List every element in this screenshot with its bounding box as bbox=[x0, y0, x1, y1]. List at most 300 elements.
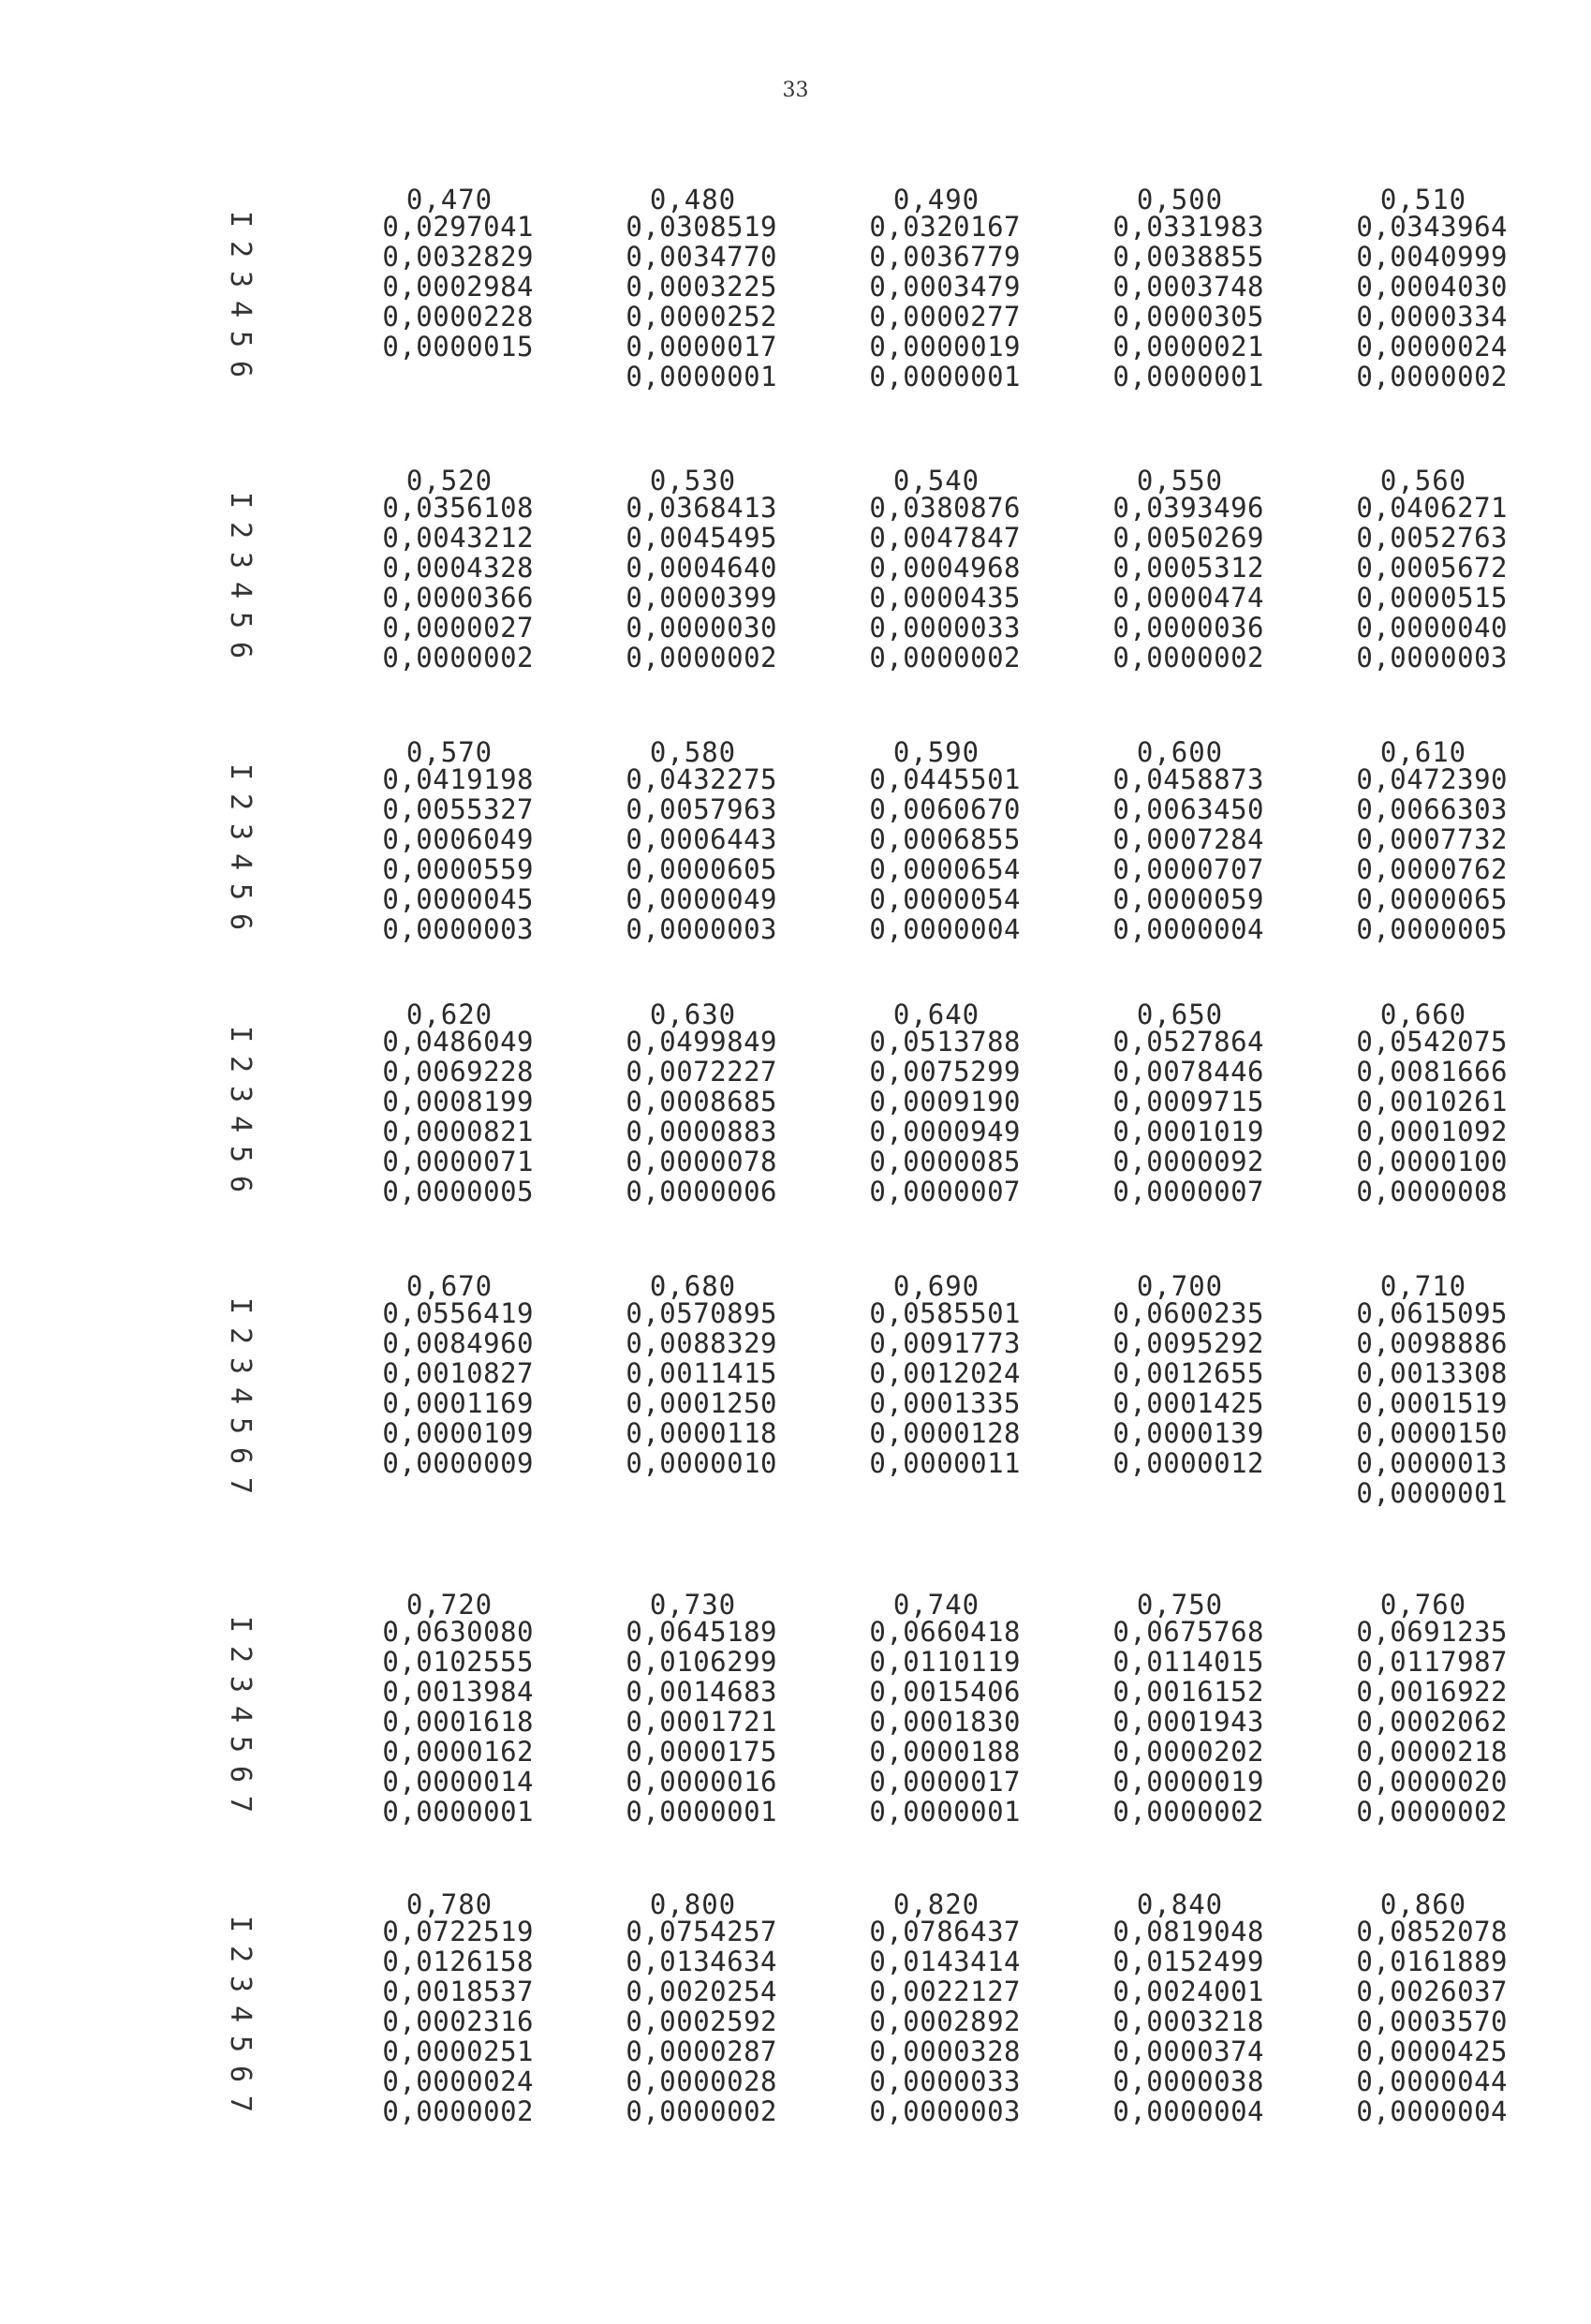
row-index: 3 bbox=[224, 1356, 257, 1375]
table-value: 0,0001943 bbox=[1112, 1706, 1264, 1738]
table-value: 0,0134634 bbox=[626, 1946, 777, 1977]
table-cell bbox=[1283, 1888, 1508, 2127]
table-value: 0,0038855 bbox=[1112, 241, 1264, 273]
table-value: 0,0072227 bbox=[626, 1056, 777, 1088]
table-value: 0,0000001 bbox=[626, 361, 777, 392]
table-value: 0,0000334 bbox=[1356, 301, 1508, 333]
table-value: 0,0000003 bbox=[626, 913, 777, 945]
column-header: 0,590 bbox=[892, 736, 980, 768]
row-index: 4 bbox=[224, 1115, 257, 1133]
table-cell bbox=[796, 465, 1021, 674]
table-cell bbox=[552, 1888, 777, 2127]
table-value: 0,0000707 bbox=[1112, 853, 1264, 885]
table-value: 0,0000044 bbox=[1356, 2065, 1508, 2097]
column-header: 0,620 bbox=[405, 999, 494, 1030]
table-value: 0,0486049 bbox=[382, 1026, 534, 1058]
table-cell bbox=[796, 184, 1021, 392]
table-value: 0,0004640 bbox=[626, 552, 777, 584]
table-cell bbox=[552, 1589, 777, 1828]
row-index: 2 bbox=[224, 521, 257, 540]
table-value: 0,0000435 bbox=[869, 582, 1021, 614]
table-value: 0,0050269 bbox=[1112, 522, 1264, 554]
table-value: 0,0000252 bbox=[626, 301, 777, 333]
table-value: 0,0000100 bbox=[1356, 1146, 1508, 1177]
table-value: 0,0016922 bbox=[1356, 1676, 1508, 1708]
table-value: 0,0600235 bbox=[1112, 1297, 1264, 1329]
table-value: 0,0000474 bbox=[1112, 582, 1264, 614]
table-value: 0,0000004 bbox=[1112, 2095, 1264, 2127]
table-cell bbox=[1039, 736, 1264, 945]
table-value: 0,0000949 bbox=[869, 1116, 1021, 1147]
table-value: 0,0000251 bbox=[382, 2035, 534, 2067]
table-value: 0,0013308 bbox=[1356, 1357, 1508, 1389]
table-value: 0,0000020 bbox=[1356, 1766, 1508, 1798]
table-value: 0,0000150 bbox=[1356, 1417, 1508, 1449]
table-value: 0,0419198 bbox=[382, 763, 534, 795]
column-header: 0,710 bbox=[1379, 1270, 1467, 1302]
table-value: 0,0001250 bbox=[626, 1387, 777, 1419]
table-value: 0,0005672 bbox=[1356, 552, 1508, 584]
table-value: 0,0556419 bbox=[382, 1297, 534, 1329]
row-index: 3 bbox=[224, 551, 257, 570]
table-value: 0,0001618 bbox=[382, 1706, 534, 1738]
table-cell bbox=[309, 736, 534, 945]
table-value: 0,0002892 bbox=[869, 2006, 1021, 2037]
row-index: 6 bbox=[224, 641, 257, 659]
row-index: 6 bbox=[224, 1765, 257, 1784]
table-value: 0,0006855 bbox=[869, 823, 1021, 855]
table-value: 0,0000366 bbox=[382, 582, 534, 614]
table-cell bbox=[1283, 999, 1508, 1207]
table-cell bbox=[1039, 184, 1264, 392]
table-value: 0,0406271 bbox=[1356, 492, 1508, 524]
table-value: 0,0010827 bbox=[382, 1357, 534, 1389]
page-number: 33 bbox=[782, 79, 809, 102]
row-index: 3 bbox=[224, 270, 257, 289]
table-value: 0,0754257 bbox=[626, 1916, 777, 1947]
table-cell bbox=[309, 1589, 534, 1828]
column-header: 0,600 bbox=[1136, 736, 1224, 768]
table-value: 0,0691235 bbox=[1356, 1616, 1508, 1648]
table-value: 0,0001092 bbox=[1356, 1116, 1508, 1147]
table-cell bbox=[309, 1270, 534, 1479]
table-value: 0,0343964 bbox=[1356, 211, 1508, 243]
column-header: 0,640 bbox=[892, 999, 980, 1030]
table-value: 0,0000010 bbox=[626, 1447, 777, 1479]
row-index: I bbox=[224, 1915, 257, 1933]
table-value: 0,0000001 bbox=[869, 1796, 1021, 1828]
table-value: 0,0000001 bbox=[1356, 1477, 1508, 1509]
table-block bbox=[0, 1888, 1591, 2173]
table-cell bbox=[309, 465, 534, 674]
table-value: 0,0055327 bbox=[382, 793, 534, 825]
table-value: 0,0000078 bbox=[626, 1146, 777, 1177]
table-cell bbox=[1283, 184, 1508, 392]
table-value: 0,0000128 bbox=[869, 1417, 1021, 1449]
row-index: 5 bbox=[224, 611, 257, 629]
table-value: 0,0000001 bbox=[382, 1796, 534, 1828]
table-value: 0,0004968 bbox=[869, 552, 1021, 584]
column-header: 0,720 bbox=[405, 1589, 494, 1621]
column-header: 0,730 bbox=[649, 1589, 737, 1621]
table-value: 0,0022127 bbox=[869, 1976, 1021, 2007]
table-value: 0,0722519 bbox=[382, 1916, 534, 1947]
table-cell bbox=[552, 1270, 777, 1479]
table-block bbox=[0, 1589, 1591, 1873]
table-value: 0,0002592 bbox=[626, 2006, 777, 2037]
table-value: 0,0000218 bbox=[1356, 1736, 1508, 1768]
table-value: 0,0432275 bbox=[626, 763, 777, 795]
table-value: 0,0000821 bbox=[382, 1116, 534, 1147]
table-cell bbox=[309, 999, 534, 1207]
table-block bbox=[0, 1270, 1591, 1555]
row-index: 3 bbox=[224, 1085, 257, 1103]
table-value: 0,0000228 bbox=[382, 301, 534, 333]
table-value: 0,0004030 bbox=[1356, 271, 1508, 303]
table-value: 0,0786437 bbox=[869, 1916, 1021, 1947]
row-index: 4 bbox=[224, 852, 257, 871]
row-index: 6 bbox=[224, 1446, 257, 1465]
table-value: 0,0000003 bbox=[869, 2095, 1021, 2127]
table-value: 0,0000883 bbox=[626, 1116, 777, 1147]
table-value: 0,0114015 bbox=[1112, 1646, 1264, 1678]
column-header: 0,520 bbox=[405, 465, 494, 496]
table-value: 0,0499849 bbox=[626, 1026, 777, 1058]
row-index: 2 bbox=[224, 1326, 257, 1345]
column-header: 0,840 bbox=[1136, 1888, 1224, 1920]
row-index-column bbox=[221, 757, 258, 937]
column-header: 0,680 bbox=[649, 1270, 737, 1302]
row-index: 3 bbox=[224, 822, 257, 841]
table-cell bbox=[309, 1888, 534, 2127]
row-index: 7 bbox=[224, 1795, 257, 1813]
table-cell bbox=[552, 999, 777, 1207]
table-value: 0,0000071 bbox=[382, 1146, 534, 1177]
table-value: 0,0001425 bbox=[1112, 1387, 1264, 1419]
table-value: 0,0000024 bbox=[1356, 331, 1508, 363]
table-value: 0,0009715 bbox=[1112, 1086, 1264, 1118]
table-value: 0,0000002 bbox=[1356, 1796, 1508, 1828]
table-value: 0,0003479 bbox=[869, 271, 1021, 303]
table-value: 0,0000017 bbox=[869, 1766, 1021, 1798]
table-value: 0,0008199 bbox=[382, 1086, 534, 1118]
table-value: 0,0063450 bbox=[1112, 793, 1264, 825]
table-value: 0,0098886 bbox=[1356, 1327, 1508, 1359]
table-value: 0,0000515 bbox=[1356, 582, 1508, 614]
table-value: 0,0000005 bbox=[382, 1176, 534, 1207]
row-index: I bbox=[224, 762, 257, 781]
table-value: 0,0000033 bbox=[869, 2065, 1021, 2097]
table-value: 0,0472390 bbox=[1356, 763, 1508, 795]
table-value: 0,0043212 bbox=[382, 522, 534, 554]
row-index: 4 bbox=[224, 2005, 257, 2023]
column-header: 0,530 bbox=[649, 465, 737, 496]
table-value: 0,0024001 bbox=[1112, 1976, 1264, 2007]
column-header: 0,800 bbox=[649, 1888, 737, 1920]
column-header: 0,780 bbox=[405, 1888, 494, 1920]
column-header: 0,490 bbox=[892, 184, 980, 215]
table-value: 0,0000001 bbox=[869, 361, 1021, 392]
row-index: 6 bbox=[224, 2065, 257, 2083]
table-value: 0,0513788 bbox=[869, 1026, 1021, 1058]
table-value: 0,0013984 bbox=[382, 1676, 534, 1708]
column-header: 0,500 bbox=[1136, 184, 1224, 215]
table-value: 0,0000013 bbox=[1356, 1447, 1508, 1479]
table-value: 0,0000054 bbox=[869, 883, 1021, 915]
table-cell bbox=[796, 1888, 1021, 2127]
table-value: 0,0000009 bbox=[382, 1447, 534, 1479]
table-value: 0,0000011 bbox=[869, 1447, 1021, 1479]
table-value: 0,0040999 bbox=[1356, 241, 1508, 273]
row-index: 5 bbox=[224, 2035, 257, 2053]
table-value: 0,0000007 bbox=[1112, 1176, 1264, 1207]
table-value: 0,0012655 bbox=[1112, 1357, 1264, 1389]
row-index: 2 bbox=[224, 792, 257, 811]
row-index: 6 bbox=[224, 912, 257, 931]
table-value: 0,0000277 bbox=[869, 301, 1021, 333]
table-value: 0,0000139 bbox=[1112, 1417, 1264, 1449]
table-cell bbox=[1283, 1589, 1508, 1828]
table-value: 0,0000001 bbox=[626, 1796, 777, 1828]
table-value: 0,0008685 bbox=[626, 1086, 777, 1118]
table-value: 0,0000605 bbox=[626, 853, 777, 885]
table-value: 0,0026037 bbox=[1356, 1976, 1508, 2007]
table-value: 0,0585501 bbox=[869, 1297, 1021, 1329]
table-value: 0,0000002 bbox=[382, 2095, 534, 2127]
row-index: 3 bbox=[224, 1975, 257, 1993]
table-value: 0,0000019 bbox=[869, 331, 1021, 363]
table-cell bbox=[1039, 465, 1264, 674]
table-value: 0,0331983 bbox=[1112, 211, 1264, 243]
column-header: 0,550 bbox=[1136, 465, 1224, 496]
table-value: 0,0000049 bbox=[626, 883, 777, 915]
table-value: 0,0000175 bbox=[626, 1736, 777, 1768]
table-cell bbox=[309, 184, 534, 363]
table-cell bbox=[796, 1270, 1021, 1479]
table-value: 0,0117987 bbox=[1356, 1646, 1508, 1678]
table-value: 0,0000004 bbox=[1356, 2095, 1508, 2127]
table-cell bbox=[1283, 465, 1508, 674]
table-value: 0,0000328 bbox=[869, 2035, 1021, 2067]
column-header: 0,470 bbox=[405, 184, 494, 215]
table-value: 0,0152499 bbox=[1112, 1946, 1264, 1977]
table-value: 0,0015406 bbox=[869, 1676, 1021, 1708]
row-index: 2 bbox=[224, 1945, 257, 1963]
table-value: 0,0000559 bbox=[382, 853, 534, 885]
table-value: 0,0000012 bbox=[1112, 1447, 1264, 1479]
table-value: 0,0002316 bbox=[382, 2006, 534, 2037]
table-value: 0,0095292 bbox=[1112, 1327, 1264, 1359]
table-value: 0,0020254 bbox=[626, 1976, 777, 2007]
table-value: 0,0001019 bbox=[1112, 1116, 1264, 1147]
column-header: 0,630 bbox=[649, 999, 737, 1030]
column-header: 0,660 bbox=[1379, 999, 1467, 1030]
row-index-column bbox=[221, 1291, 258, 1501]
table-value: 0,0000033 bbox=[869, 612, 1021, 644]
table-value: 0,0000188 bbox=[869, 1736, 1021, 1768]
table-value: 0,0000036 bbox=[1112, 612, 1264, 644]
table-value: 0,0000065 bbox=[1356, 883, 1508, 915]
table-value: 0,0000425 bbox=[1356, 2035, 1508, 2067]
table-value: 0,0000004 bbox=[1112, 913, 1264, 945]
column-header: 0,570 bbox=[405, 736, 494, 768]
table-value: 0,0001519 bbox=[1356, 1387, 1508, 1419]
table-value: 0,0000118 bbox=[626, 1417, 777, 1449]
table-value: 0,0308519 bbox=[626, 211, 777, 243]
table-cell bbox=[552, 184, 777, 392]
column-header: 0,820 bbox=[892, 1888, 980, 1920]
row-index: I bbox=[224, 1615, 257, 1634]
table-value: 0,0000002 bbox=[1112, 1796, 1264, 1828]
table-value: 0,0036779 bbox=[869, 241, 1021, 273]
column-header: 0,480 bbox=[649, 184, 737, 215]
table-value: 0,0007732 bbox=[1356, 823, 1508, 855]
table-value: 0,0126158 bbox=[382, 1946, 534, 1977]
table-cell bbox=[1039, 1270, 1264, 1479]
row-index: 2 bbox=[224, 240, 257, 259]
table-value: 0,0000028 bbox=[626, 2065, 777, 2097]
table-value: 0,0081666 bbox=[1356, 1056, 1508, 1088]
table-value: 0,0000305 bbox=[1112, 301, 1264, 333]
table-value: 0,0003570 bbox=[1356, 2006, 1508, 2037]
table-block bbox=[0, 736, 1591, 1021]
table-block bbox=[0, 999, 1591, 1283]
table-value: 0,0003225 bbox=[626, 271, 777, 303]
row-index-column bbox=[221, 1019, 258, 1199]
table-value: 0,0380876 bbox=[869, 492, 1021, 524]
table-value: 0,0297041 bbox=[382, 211, 534, 243]
table-value: 0,0052763 bbox=[1356, 522, 1508, 554]
table-value: 0,0016152 bbox=[1112, 1676, 1264, 1708]
table-value: 0,0000005 bbox=[1356, 913, 1508, 945]
column-header: 0,560 bbox=[1379, 465, 1467, 496]
row-index: 7 bbox=[224, 1476, 257, 1495]
table-value: 0,0106299 bbox=[626, 1646, 777, 1678]
column-header: 0,540 bbox=[892, 465, 980, 496]
table-value: 0,0000017 bbox=[626, 331, 777, 363]
row-index: 2 bbox=[224, 1645, 257, 1664]
table-value: 0,0000019 bbox=[1112, 1766, 1264, 1798]
table-value: 0,0000001 bbox=[1112, 361, 1264, 392]
table-value: 0,0011415 bbox=[626, 1357, 777, 1389]
table-cell bbox=[1283, 736, 1508, 945]
table-value: 0,0001335 bbox=[869, 1387, 1021, 1419]
table-value: 0,0084960 bbox=[382, 1327, 534, 1359]
table-value: 0,0161889 bbox=[1356, 1946, 1508, 1977]
row-index-column bbox=[221, 204, 258, 384]
column-header: 0,690 bbox=[892, 1270, 980, 1302]
table-cell bbox=[1039, 999, 1264, 1207]
table-value: 0,0001169 bbox=[382, 1387, 534, 1419]
row-index: 5 bbox=[224, 882, 257, 901]
table-value: 0,0000059 bbox=[1112, 883, 1264, 915]
table-value: 0,0000040 bbox=[1356, 612, 1508, 644]
table-value: 0,0000002 bbox=[869, 642, 1021, 674]
table-value: 0,0000024 bbox=[382, 2065, 534, 2097]
table-value: 0,0014683 bbox=[626, 1676, 777, 1708]
table-value: 0,0000038 bbox=[1112, 2065, 1264, 2097]
row-index: 4 bbox=[224, 300, 257, 318]
row-index-column bbox=[221, 1909, 258, 2119]
row-index: I bbox=[224, 1296, 257, 1315]
table-value: 0,0000015 bbox=[382, 331, 534, 363]
table-value: 0,0000002 bbox=[382, 642, 534, 674]
table-value: 0,0819048 bbox=[1112, 1916, 1264, 1947]
table-value: 0,0045495 bbox=[626, 522, 777, 554]
table-cell bbox=[796, 736, 1021, 945]
row-index: 5 bbox=[224, 1416, 257, 1435]
table-value: 0,0000004 bbox=[869, 913, 1021, 945]
table-value: 0,0852078 bbox=[1356, 1916, 1508, 1947]
column-header: 0,650 bbox=[1136, 999, 1224, 1030]
row-index: 4 bbox=[224, 1705, 257, 1724]
table-value: 0,0091773 bbox=[869, 1327, 1021, 1359]
table-value: 0,0000002 bbox=[626, 2095, 777, 2127]
table-value: 0,0000008 bbox=[1356, 1176, 1508, 1207]
table-value: 0,0615095 bbox=[1356, 1297, 1508, 1329]
table-value: 0,0009190 bbox=[869, 1086, 1021, 1118]
table-value: 0,0000399 bbox=[626, 582, 777, 614]
table-value: 0,0006443 bbox=[626, 823, 777, 855]
table-value: 0,0002062 bbox=[1356, 1706, 1508, 1738]
row-index: 4 bbox=[224, 581, 257, 600]
column-header: 0,750 bbox=[1136, 1589, 1224, 1621]
table-value: 0,0003748 bbox=[1112, 271, 1264, 303]
table-value: 0,0393496 bbox=[1112, 492, 1264, 524]
table-value: 0,0000002 bbox=[1356, 361, 1508, 392]
table-value: 0,0007284 bbox=[1112, 823, 1264, 855]
table-value: 0,0000030 bbox=[626, 612, 777, 644]
row-index-column bbox=[221, 1609, 258, 1819]
table-cell bbox=[796, 999, 1021, 1207]
table-value: 0,0032829 bbox=[382, 241, 534, 273]
table-value: 0,0102555 bbox=[382, 1646, 534, 1678]
table-value: 0,0660418 bbox=[869, 1616, 1021, 1648]
table-value: 0,0047847 bbox=[869, 522, 1021, 554]
table-value: 0,0000202 bbox=[1112, 1736, 1264, 1768]
table-value: 0,0006049 bbox=[382, 823, 534, 855]
column-header: 0,860 bbox=[1379, 1888, 1467, 1920]
column-header: 0,610 bbox=[1379, 736, 1467, 768]
row-index: I bbox=[224, 491, 257, 510]
table-value: 0,0075299 bbox=[869, 1056, 1021, 1088]
table-value: 0,0000007 bbox=[869, 1176, 1021, 1207]
table-value: 0,0000085 bbox=[869, 1146, 1021, 1177]
table-value: 0,0000006 bbox=[626, 1176, 777, 1207]
table-cell bbox=[552, 736, 777, 945]
table-value: 0,0000027 bbox=[382, 612, 534, 644]
table-value: 0,0000003 bbox=[1356, 642, 1508, 674]
row-index: 5 bbox=[224, 1145, 257, 1163]
table-value: 0,0066303 bbox=[1356, 793, 1508, 825]
row-index: 6 bbox=[224, 360, 257, 378]
table-value: 0,0000092 bbox=[1112, 1146, 1264, 1177]
table-block bbox=[0, 465, 1591, 749]
column-header: 0,670 bbox=[405, 1270, 494, 1302]
table-value: 0,0000374 bbox=[1112, 2035, 1264, 2067]
table-value: 0,0057963 bbox=[626, 793, 777, 825]
table-value: 0,0069228 bbox=[382, 1056, 534, 1088]
table-cell bbox=[1039, 1888, 1264, 2127]
row-index: 3 bbox=[224, 1675, 257, 1694]
table-cell bbox=[1039, 1589, 1264, 1828]
table-cell bbox=[552, 465, 777, 674]
column-header: 0,740 bbox=[892, 1589, 980, 1621]
table-value: 0,0012024 bbox=[869, 1357, 1021, 1389]
table-value: 0,0143414 bbox=[869, 1946, 1021, 1977]
table-value: 0,0630080 bbox=[382, 1616, 534, 1648]
table-value: 0,0445501 bbox=[869, 763, 1021, 795]
